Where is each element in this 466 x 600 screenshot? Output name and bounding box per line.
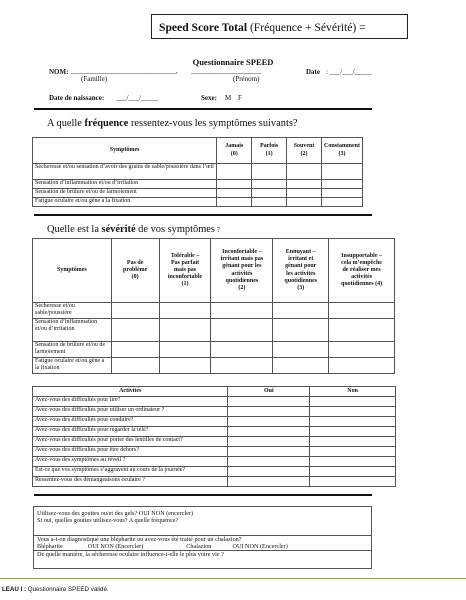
severity-header-symptoms: Symptômes (33, 239, 112, 303)
answer-cell[interactable] (329, 319, 395, 342)
non-cell[interactable] (310, 417, 396, 427)
non-cell[interactable] (310, 467, 396, 477)
frequency-header-symptoms: Symptômes (33, 138, 217, 164)
impact-question: De quelle manière, la sécheresse oculaire influence-t-elle le plus votre vie ? (37, 551, 224, 558)
answer-cell[interactable] (252, 164, 287, 180)
prenom-caption: (Prénom) (233, 75, 260, 83)
answer-cell[interactable] (321, 198, 362, 207)
severity-header-0: Pas de problème (0) (111, 239, 159, 303)
section-divider (34, 214, 372, 216)
blepharitis-options[interactable]: OUI NON (Encercler) (87, 543, 144, 550)
table-row: Ressentez-vous des démangeaisons oculaire ? (33, 477, 228, 487)
nom-family-line[interactable]: ______________________________, (71, 67, 178, 75)
answer-cell[interactable] (159, 358, 211, 374)
caption-text: Questionnaire SPEED validé. (27, 586, 109, 593)
answer-cell[interactable] (159, 319, 211, 342)
oui-cell[interactable] (228, 417, 310, 427)
answer-cell[interactable] (329, 303, 395, 319)
table-row: Fatigue oculaire et/ou gêne à la fixation (33, 358, 112, 374)
figure-caption (2, 586, 109, 593)
oui-cell[interactable] (228, 437, 310, 447)
sexe-m-option[interactable]: M (225, 94, 232, 102)
answer-cell[interactable] (273, 319, 329, 342)
frequency-header-parfois: Parfois (1) (252, 138, 287, 164)
answer-cell[interactable] (211, 319, 273, 342)
drops-answer-area[interactable] (37, 524, 368, 535)
answer-cell[interactable] (287, 180, 322, 189)
nom-firstname-line[interactable]: ____________________ (191, 67, 261, 75)
severity-header-3: Ennuyant – irritant et gênant pour les activités quotidiennes (3) (273, 239, 329, 303)
dob-label: Date de naissance: (49, 94, 105, 102)
table-row: Sensation de brûlure et/ou de larmoiement (33, 342, 112, 358)
dob-field[interactable]: ___/___/_____ (116, 94, 159, 102)
notes-box (33, 506, 372, 569)
table-row: Fatigue oculaire et/ou gêne à la fixation (33, 198, 217, 207)
answer-cell[interactable] (273, 358, 329, 374)
answer-cell[interactable] (211, 342, 273, 358)
answer-cell[interactable] (287, 189, 322, 198)
table-row: Avez-vous des difficultés pour conduire? (33, 417, 228, 427)
non-cell[interactable] (310, 457, 396, 467)
oui-cell[interactable] (228, 467, 310, 477)
oui-cell[interactable] (228, 397, 310, 407)
non-cell[interactable] (310, 437, 396, 447)
date-field[interactable]: : ___/___/_____ (326, 68, 373, 76)
answer-cell[interactable] (321, 164, 362, 180)
answer-cell[interactable] (252, 180, 287, 189)
severity-heading: Quelle est la sévérité de vos symptômes ? (47, 224, 220, 235)
frequency-header-souvent: Souvent (2) (287, 138, 322, 164)
answer-cell[interactable] (211, 303, 273, 319)
table-row: Sécheresse et/ou sable/poussière (33, 303, 112, 319)
answer-cell[interactable] (321, 180, 362, 189)
drops-followup: Si oui, quelles gouttes utilisez-vous? A quelle fréquence? (37, 517, 179, 524)
non-cell[interactable] (310, 397, 396, 407)
sexe-label: Sexe: (201, 94, 217, 102)
answer-cell[interactable] (252, 189, 287, 198)
answer-cell[interactable] (252, 198, 287, 207)
non-cell[interactable] (310, 407, 396, 417)
nom-label: NOM: (49, 68, 69, 76)
non-cell[interactable] (310, 477, 396, 487)
speed-score-total-box (151, 14, 408, 39)
answer-cell[interactable] (111, 319, 159, 342)
frequency-header-jamais: Jamais (0) (217, 138, 252, 164)
non-header: Non (310, 387, 396, 397)
table-row: Sensation d’inflammation et/ou d’irritation (33, 180, 217, 189)
table-row: Sensation d’inflammation et/ou d’irritation (33, 319, 112, 342)
severity-table (32, 238, 395, 374)
section-divider (34, 494, 372, 496)
famille-caption: (Famille) (81, 75, 108, 83)
blepharitis-question: Vous a-t-on diagnostiqué une blépharite ou avez-vous été traité pour un chalazion? (37, 536, 242, 543)
table-row: Sécheresse et/ou sensation d’avoir des grains de sable/poussière dans l’œil (33, 164, 217, 180)
severity-header-2: Inconfortable – irritant mais pas gênant pour les activités quotidiennes (2) (211, 239, 273, 303)
chalazion-options[interactable]: OUI NON (Encercler) (232, 543, 288, 550)
drops-question: Utilisez-vous des gouttes ou/et des gels? OUI NON (encercler) (37, 510, 194, 517)
activities-header: Activités (33, 387, 228, 397)
frequency-header-constamment: Constamment (3) (321, 138, 362, 164)
answer-cell[interactable] (217, 180, 252, 189)
caption-prefix: LEAU I : (2, 586, 28, 593)
answer-cell[interactable] (273, 303, 329, 319)
table-row: Sensation de brûlure et/ou de larmoiement (33, 189, 217, 198)
answer-cell[interactable] (217, 198, 252, 207)
activities-table (32, 386, 396, 487)
oui-cell[interactable] (228, 427, 310, 437)
answer-cell[interactable] (287, 198, 322, 207)
table-row: Avez-vous des difficultés pour porter des lentilles de contact? (33, 437, 228, 447)
caption-rule (0, 578, 466, 579)
answer-cell[interactable] (211, 358, 273, 374)
oui-header: Oui (228, 387, 310, 397)
section-divider (34, 108, 372, 110)
speed-score-total-formula: (Fréquence + Sévérité) = (247, 21, 366, 34)
table-row: Est-ce que vos symptômes s’aggravent au cours de la journée? (33, 467, 228, 477)
non-cell[interactable] (310, 447, 396, 457)
non-cell[interactable] (310, 427, 396, 437)
answer-cell[interactable] (321, 189, 362, 198)
oui-cell[interactable] (228, 457, 310, 467)
page-title: Questionnaire SPEED (192, 57, 274, 67)
frequency-table (32, 137, 363, 207)
answer-cell[interactable] (217, 164, 252, 180)
answer-cell[interactable] (111, 358, 159, 374)
chalazion-label: Chalazion (186, 543, 212, 550)
answer-cell[interactable] (159, 342, 211, 358)
oui-cell[interactable] (228, 477, 310, 487)
answer-cell[interactable] (329, 342, 395, 358)
table-row: Avez-vous des difficultés pour lire? (33, 397, 228, 407)
answer-cell[interactable] (217, 189, 252, 198)
oui-cell[interactable] (228, 407, 310, 417)
answer-cell[interactable] (159, 303, 211, 319)
answer-cell[interactable] (273, 342, 329, 358)
blepharitis-label: Blépharite (37, 543, 63, 550)
date-label: Date (306, 68, 320, 76)
sexe-f-option[interactable]: F (238, 94, 242, 102)
severity-header-1: Tolérable – Pas parfait mais pas inconfortable (1) (159, 239, 211, 303)
oui-cell[interactable] (228, 447, 310, 457)
frequency-heading: A quelle fréquence ressentez-vous les symptômes suivants? (47, 118, 298, 129)
speed-score-total-label: Speed Score Total (159, 21, 248, 34)
answer-cell[interactable] (111, 342, 159, 358)
table-row: Avez-vous des difficultés pour regarder la télé? (33, 427, 228, 437)
table-row: Avez-vous des difficultés pour utiliser un ordinateur ? (33, 407, 228, 417)
table-row: Avez-vous des difficultés pour être dehors? (33, 447, 228, 457)
answer-cell[interactable] (329, 358, 395, 374)
severity-header-4: Insupportable – cela m’empêche de réaliser mes activités quotidiennes (4) (329, 239, 395, 303)
table-row: Avez-vous des symptômes au réveil ? (33, 457, 228, 467)
answer-cell[interactable] (287, 164, 322, 180)
answer-cell[interactable] (111, 303, 159, 319)
